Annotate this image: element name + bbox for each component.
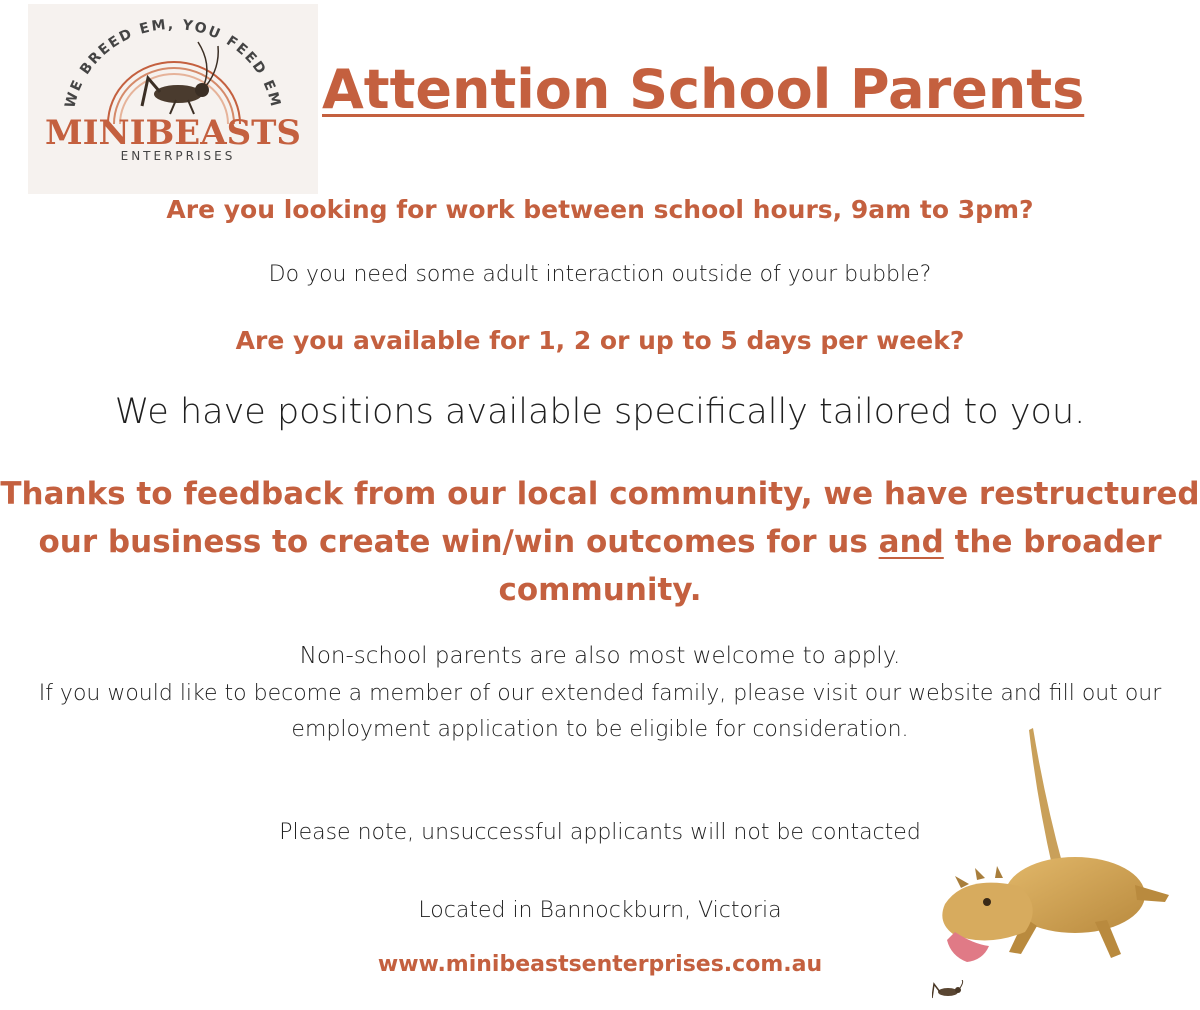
question-school-hours: Are you looking for work between school hours, 9am to 3pm?: [166, 195, 1034, 224]
feedback-underlined-word: and: [878, 524, 944, 560]
location-text: Located in Bannockburn, Victoria: [418, 898, 782, 923]
feedback-text-part1: Thanks to feedback from our local community, we have restructured our business to create win/win outcomes for us: [0, 476, 1200, 560]
website-link[interactable]: www.minibeastsenterprises.com.au: [377, 952, 823, 977]
non-school-parents-note: Non-school parents are also most welcome to apply.: [299, 643, 901, 669]
question-availability: Are you available for 1, 2 or up to 5 days per week?: [235, 326, 965, 355]
small-cricket-image: [932, 980, 966, 1002]
logo-brand-sub: ENTERPRISES: [120, 149, 236, 163]
company-logo: [28, 4, 318, 194]
logo-graphic: [28, 4, 318, 194]
question-adult-interaction: Do you need some adult interaction outside of your bubble?: [268, 262, 932, 287]
logo-brand-name: MINIBEASTS: [45, 113, 301, 153]
logo-arc-text: WE BREED EM, YOU FEED EM: [62, 16, 284, 110]
apply-instructions: If you would like to become a member of our extended family, please visit our website and fill out our employment application to be eligible for consideration.: [38, 681, 1162, 742]
feedback-text-part2: the broader community.: [498, 524, 1162, 608]
bearded-dragon-image: [925, 690, 1185, 1006]
feedback-paragraph: [0, 470, 1200, 614]
unsuccessful-note: Please note, unsuccessful applicants will not be contacted: [279, 820, 921, 845]
page-title: Attention School Parents: [322, 58, 1085, 121]
positions-statement: We have positions available specifically tailored to you.: [114, 392, 1086, 432]
